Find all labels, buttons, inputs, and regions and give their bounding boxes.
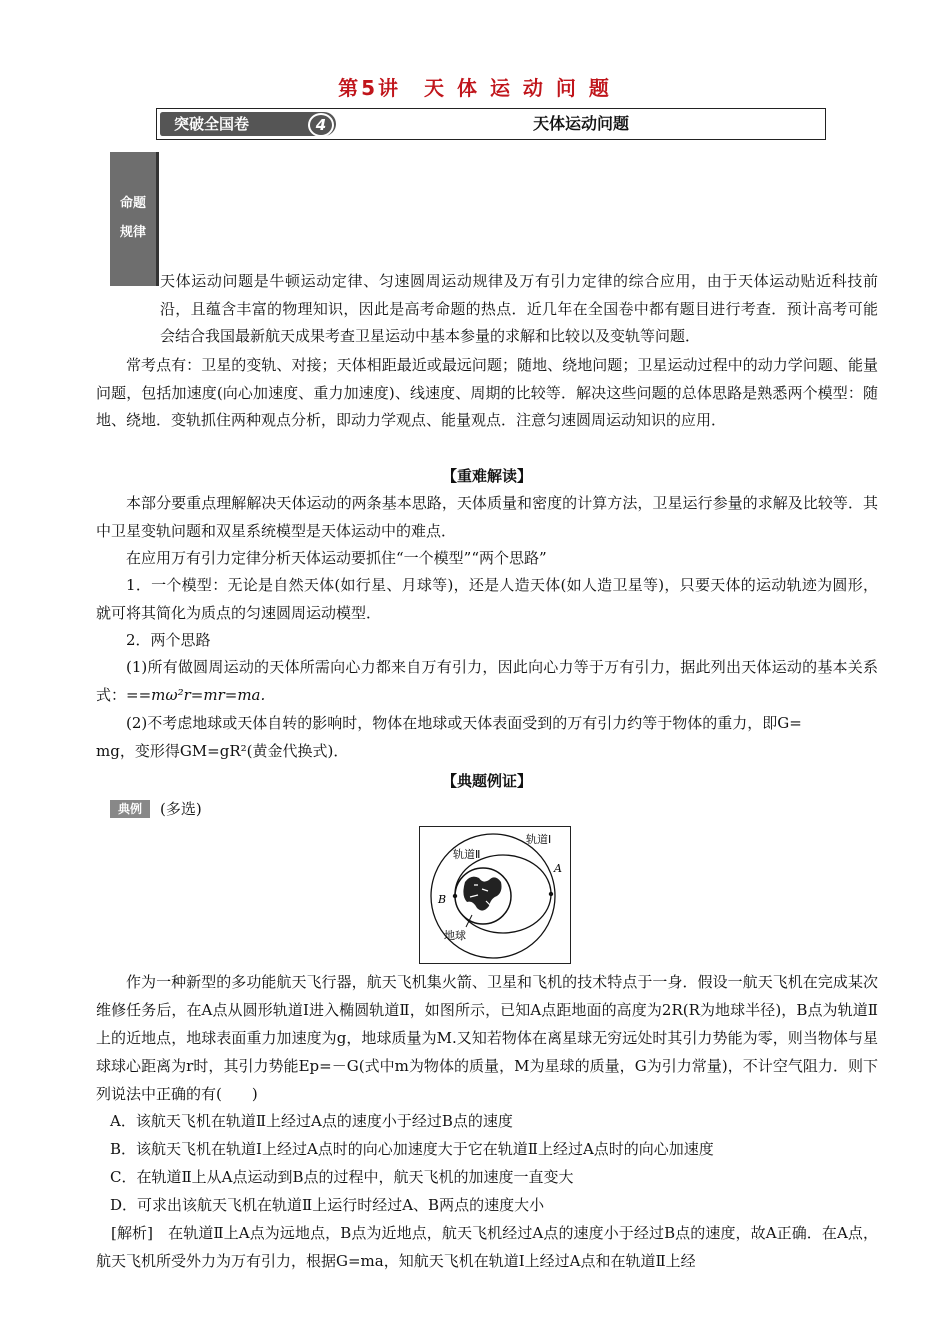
difficulty-paragraph-6: [96, 710, 878, 765]
banner-title: 天体运动问题: [532, 114, 629, 133]
orbit-1-label: 轨道Ⅰ: [526, 833, 552, 846]
point-a-label: A: [554, 862, 562, 875]
difficulty-paragraph-2: 在应用万有引力定律分析天体运动要抓住“一个模型”“两个思路”: [126, 549, 547, 567]
sidebox-line-2: 规律: [119, 225, 146, 240]
difficulty-paragraph-3: 1．一个模型：无论是自然天体(如行星、月球等)，还是人造天体(如人造卫星等)，只要天体的运动轨迹为圆形，就可将其简化为质点的匀速圆周运动模型．: [96, 576, 878, 622]
section-heading-difficulty: 【重难解读】: [441, 467, 532, 485]
example-tag: 典例: [110, 800, 150, 818]
difficulty-p6-text: (2)不考虑地球或天体自转的影响时，物体在地球或天体表面受到的万有引力约等于物体的重力，即G=: [126, 714, 802, 732]
banner-tag: [160, 112, 336, 136]
orbit-diagram: [420, 827, 570, 963]
option-c: C．在轨道Ⅱ上从A点运动到B点的过程中，航天飞机的加速度一直变大: [110, 1168, 574, 1186]
point-b-dot: [453, 894, 457, 898]
difficulty-p5-formula: ==mω²r=mr=ma.: [126, 685, 266, 704]
question-stem: 作为一种新型的多功能航天飞行器，航天飞机集火箭、卫星和飞机的技术特点于一身．假设一航天飞机在完成某次维修任务后，在A点从圆形轨道Ⅰ进入椭圆轨道Ⅱ，如图所示，已知A点距地面的高度为2R(R为地球半径)，B点为轨道Ⅱ上的近地点，地球表面重力加速度为g，地球质量为M.又知若物体在离星球无穷远处时其引力势能为零，则当物体与星球球心距离为r时，其引力势能Ep=－G(式中m为物体的质量，M为星球的质量，G为引力常量)，不计空气阻力．则下列说法中正确的有( ): [96, 973, 878, 1103]
orbit-2-label: 轨道Ⅱ: [453, 848, 481, 861]
orbit-figure: [419, 826, 571, 964]
intro-paragraph-1: [96, 268, 878, 351]
page-title: 第5讲 天 体 运 动 问 题: [338, 76, 612, 100]
difficulty-paragraph-1: 本部分要重点理解解决天体运动的两条基本思路，天体质量和密度的计算方法，卫星运行参量的求解及比较等．其中卫星变轨问题和双星系统模型是天体运动中的难点．: [96, 494, 878, 540]
earth-label: 地球: [444, 929, 466, 942]
intro-p1-text: 天体运动问题是牛顿运动定律、匀速圆周运动规律及万有引力定律的综合应用，由于天体运动贴近科技前沿，且蕴含丰富的物理知识，因此是高考命题的热点．近几年在全国卷中都有题目进行考查．预计高考可能会结合我国最新航天成果考查卫星运动中基本参量的求解和比较以及变轨等问题．: [160, 272, 878, 345]
section-heading-examples: 【典题例证】: [441, 772, 532, 790]
example-note: (多选): [160, 800, 202, 818]
section-banner: [156, 108, 826, 140]
sidebox-line-1: 命题: [119, 196, 146, 211]
point-a-dot: [549, 892, 553, 896]
analysis-paragraph: [解析] 在轨道Ⅱ上A点为远地点，B点为近地点，航天飞机经过A点的速度小于经过B点的速度，故A正确．在A点，航天飞机所受外力为万有引力，根据G=ma，知航天飞机在轨道Ⅰ上经过A点和在轨道Ⅱ上经: [96, 1224, 878, 1270]
difficulty-paragraph-4: 2．两个思路: [126, 631, 211, 649]
difficulty-p6-formula: mg，变形得GM=gR²(黄金代换式)．: [96, 741, 349, 760]
banner-tag-label: 突破全国卷: [174, 115, 250, 133]
option-d: D．可求出该航天飞机在轨道Ⅱ上运行时经过A、B两点的速度大小: [110, 1196, 545, 1214]
point-b-label: B: [438, 893, 447, 906]
option-a: A．该航天飞机在轨道Ⅱ上经过A点的速度小于经过B点的速度: [110, 1112, 513, 1130]
proposition-sidebox: [110, 152, 159, 286]
difficulty-p5-text: (1)所有做圆周运动的天体所需向心力都来自万有引力，因此向心力等于万有引力，据此列出天体运动的基本关系式：: [96, 658, 878, 704]
difficulty-paragraph-5: [96, 654, 878, 709]
intro-paragraph-2: 常考点有：卫星的变轨、对接；天体相距最近或最远问题；随地、绕地问题；卫星运动过程中的动力学问题、能量问题，包括加速度(向心加速度、重力加速度)、线速度、周期的比较等．解决这些问题的总体思路是熟悉两个模型：随地、绕地．变轨抓住两种观点分析，即动力学观点、能量观点．注意匀速圆周运动知识的应用．: [96, 356, 878, 429]
sidebox-label: [110, 152, 156, 247]
option-b: B．该航天飞机在轨道Ⅰ上经过A点时的向心加速度大于它在轨道Ⅱ上经过A点时的向心加速度: [110, 1140, 714, 1158]
banner-number-badge: 4: [308, 113, 334, 137]
